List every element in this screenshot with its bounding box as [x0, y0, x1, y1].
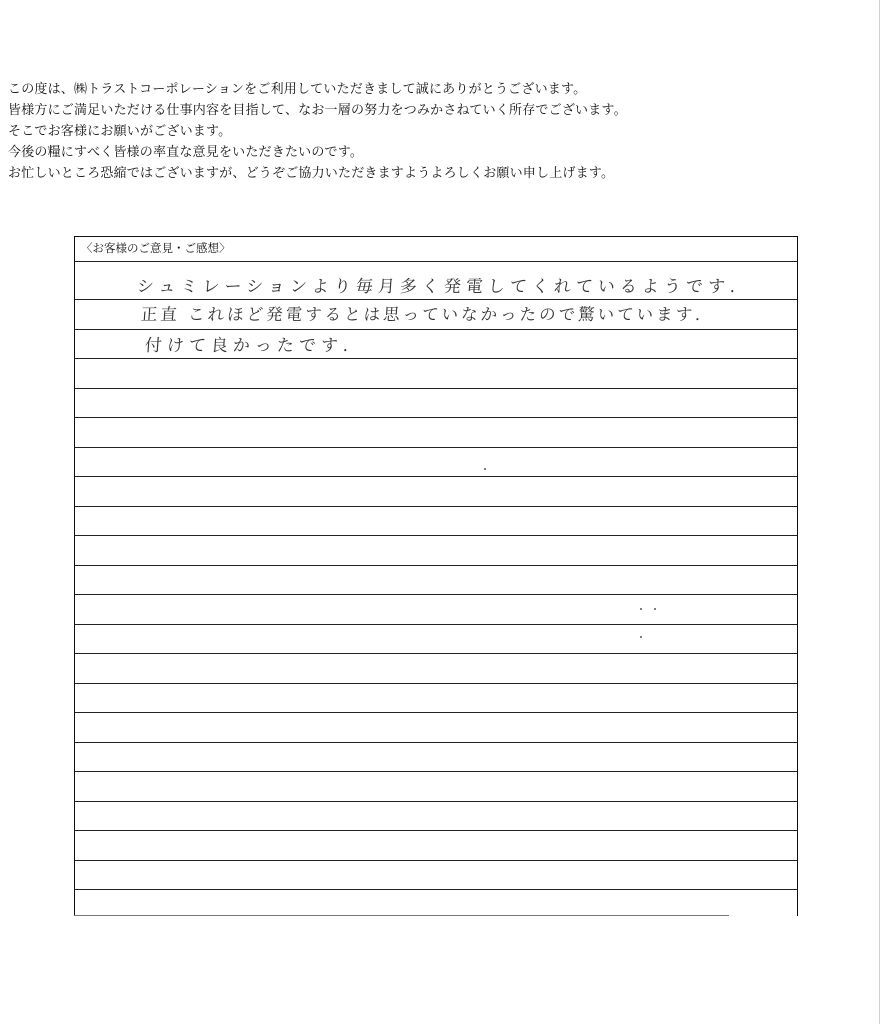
- feedback-form: [74, 236, 798, 916]
- intro-line: この度は、㈱トラストコーポレーションをご利用していただきまして誠にありがとうございます。: [8, 82, 587, 97]
- ruled-line: [75, 358, 797, 359]
- page-edge: [879, 0, 880, 1024]
- ruled-line: [75, 712, 797, 713]
- intro-line: お忙しいところ恐縮ではございますが、どうぞご協力いただきますようよろしくお願い申し上げます。: [8, 166, 615, 181]
- ruled-line: [75, 624, 797, 625]
- handwritten-comment-line: シュミレーションより毎月多く発電してくれているようです.: [136, 277, 741, 297]
- ruled-line: [75, 417, 797, 418]
- ruled-line: [75, 447, 797, 448]
- scan-speck: [640, 636, 642, 638]
- ruled-line: [75, 506, 797, 507]
- ruled-line: [75, 476, 797, 477]
- ruled-line: [75, 594, 797, 595]
- ruled-line: [75, 771, 797, 772]
- handwritten-comment-line: 付けて良かったです.: [144, 336, 354, 356]
- scan-speck: [640, 608, 642, 610]
- intro-line: そこでお客様にお願いがございます。: [8, 124, 232, 139]
- form-bottom-line: [74, 915, 729, 916]
- ruled-line: [75, 683, 797, 684]
- ruled-line: [75, 653, 797, 654]
- ruled-line: [75, 261, 797, 262]
- intro-text: [8, 79, 868, 184]
- ruled-line: [75, 889, 797, 890]
- intro-line: 皆様方にご満足いただける仕事内容を目指して、なお一層の努力をつみかさねていく所存でございます。: [8, 103, 627, 118]
- form-title: 〈お客様のご意見・ご感想〉: [81, 241, 231, 255]
- scan-speck: [484, 468, 486, 470]
- ruled-line: [75, 565, 797, 566]
- scan-speck: [654, 608, 656, 610]
- handwritten-comment-line: 正直 これほど発電するとは思っていなかったので驚いています.: [140, 305, 705, 324]
- intro-line: 今後の糧にすべく皆様の率直な意見をいただきたいのです。: [8, 145, 364, 160]
- ruled-line: [75, 329, 797, 330]
- ruled-line: [75, 388, 797, 389]
- ruled-line: [75, 801, 797, 802]
- ruled-line: [75, 860, 797, 861]
- ruled-line: [75, 742, 797, 743]
- ruled-line: [75, 299, 797, 300]
- ruled-line: [75, 830, 797, 831]
- ruled-line: [75, 535, 797, 536]
